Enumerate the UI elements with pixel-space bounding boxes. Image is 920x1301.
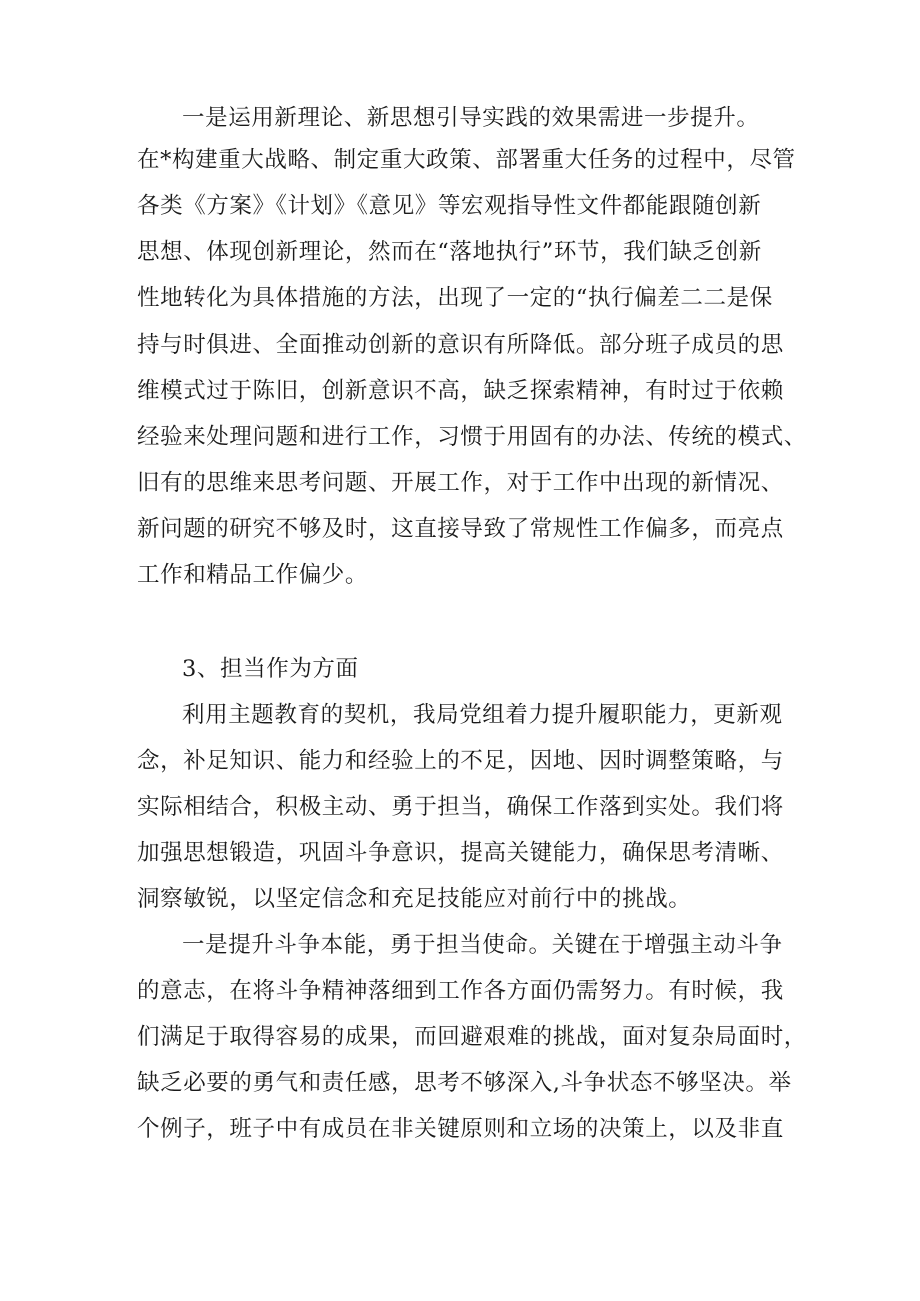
paragraph-1-line-2: 在*构建重大战略、制定重大政策、部署重大任务的过程中，尽管 xyxy=(137,147,796,173)
section-heading: 3、担当作为方面 xyxy=(182,656,359,682)
paragraph-2-line-4: 加强思想锻造，巩固斗争意识，提高关键能力，确保思考清晰、 xyxy=(137,840,784,866)
paragraph-1-line-3: 各类《方案》《计划》《意见》等宏观指导性文件都能跟随创新 xyxy=(137,193,762,219)
paragraph-1-line-5: 性地转化为具体措施的方法，出现了一定的“执行偏差二二是保 xyxy=(137,285,773,311)
paragraph-3-line-3: 们满足于取得容易的成果，而回避艰难的挑战，面对复杂局面时， xyxy=(137,1024,807,1050)
paragraph-1-line-9: 旧有的思维来思考问题、开展工作，对于工作中出现的新情况、 xyxy=(137,470,784,496)
paragraph-1-line-7: 维模式过于陈旧，创新意识不高，缺乏探索精神，有时过于依赖 xyxy=(137,378,784,404)
paragraph-3-line-5: 个例子，班子中有成员在非关键原则和立场的决策上，以及非直 xyxy=(137,1116,784,1142)
paragraph-1-line-4: 思想、体现创新理论，然而在“落地执行”环节，我们缺乏创新 xyxy=(137,239,762,265)
paragraph-2-line-3: 实际相结合，积极主动、勇于担当，确保工作落到实处。我们将 xyxy=(137,794,784,820)
paragraph-2-line-2: 念，补足知识、能力和经验上的不足，因地、因时调整策略，与 xyxy=(137,748,784,774)
paragraph-3-line-4: 缺乏必要的勇气和责任感，思考不够深入,斗争状态不够坚决。举 xyxy=(137,1070,792,1096)
paragraph-1-line-1: 一是运用新理论、新思想引导实践的效果需进一步提升。 xyxy=(182,105,760,131)
paragraph-3-line-1: 一是提升斗争本能，勇于担当使命。关键在于增强主动斗争 xyxy=(182,932,783,958)
paragraph-3-line-2: 的意志，在将斗争精神落细到工作各方面仍需努力。有时候，我 xyxy=(137,978,784,1004)
paragraph-2-line-1: 利用主题教育的契机，我局党组着力提升履职能力，更新观 xyxy=(182,702,783,728)
paragraph-1-line-6: 持与时俱进、全面推动创新的意识有所降低。部分班子成员的思 xyxy=(137,332,784,358)
paragraph-1-line-8: 经验来处理问题和进行工作，习惯于用固有的办法、传统的模式、 xyxy=(137,424,807,450)
paragraph-1-line-10: 新问题的研究不够及时，这直接导致了常规性工作偏多，而亮点 xyxy=(137,516,784,542)
paragraph-1-line-11: 工作和精品工作偏少。 xyxy=(137,562,369,588)
paragraph-2-line-5: 洞察敏锐，以坚定信念和充足技能应对前行中的挑战。 xyxy=(137,886,692,912)
